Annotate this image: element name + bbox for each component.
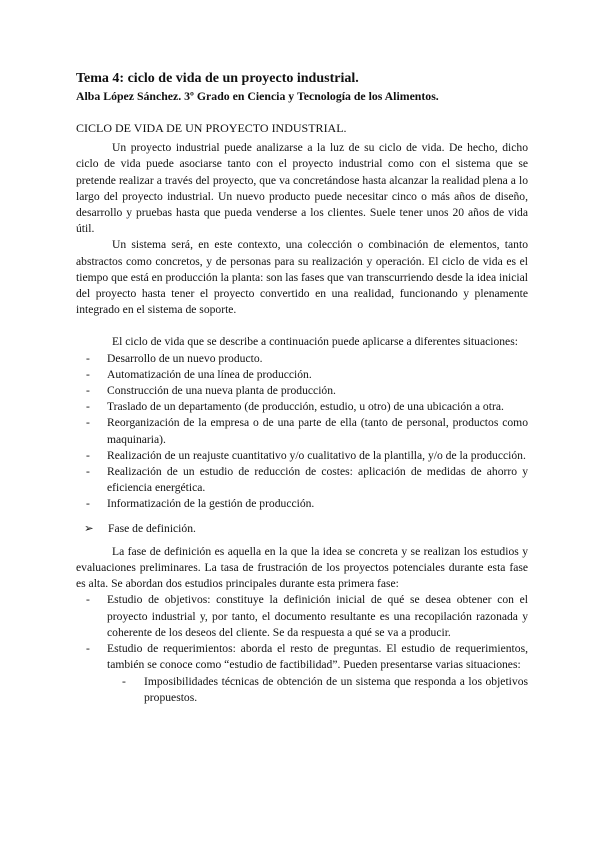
paragraph-intro: Un proyecto industrial puede analizarse a la luz de su ciclo de vida. De hecho, dicho ciclo de vida puede asociarse tanto con el proyecto industrial como con el sistema que se pretende realizar a través del proyecto, que va concretándose hasta alcanzar la realidad plena a lo largo del proyecto industrial. Un nuevo producto puede necesitar cinco o más años de diseño, desarrollo y pruebas hasta que pueda venderse a los clientes. Suele tener unos 20 años de vida útil. bbox=[76, 141, 528, 236]
list-item: - Traslado de un departamento (de producción, estudio, u otro) de una ubicación a otra. bbox=[107, 399, 528, 415]
studies-list bbox=[76, 592, 528, 673]
list-item: - Estudio de requerimientos: aborda el resto de preguntas. El estudio de requerimientos, también se conoce como “estudio de factibilidad”. Pueden presentarse varias situaciones: bbox=[107, 641, 528, 673]
situations-list bbox=[76, 351, 528, 513]
document-author-line: Alba López Sánchez. 3º Grado en Ciencia y Tecnología de los Alimentos. bbox=[76, 89, 439, 103]
phase-title: Fase de definición. bbox=[108, 521, 196, 535]
page-content bbox=[76, 70, 528, 706]
arrow-bullet-icon: ➢ bbox=[84, 521, 94, 535]
list-item: - Automatización de una línea de producción. bbox=[107, 367, 528, 383]
sub-situations-list bbox=[76, 674, 528, 706]
section-heading: CICLO DE VIDA DE UN PROYECTO INDUSTRIAL. bbox=[76, 121, 347, 135]
list-item: - Construcción de una nueva planta de producción. bbox=[107, 383, 528, 399]
paragraph-fase-definicion: La fase de definición es aquella en la que la idea se concreta y se realizan los estudios y evaluaciones preliminares. La tasa de frustración de los proyectos potenciales durante esta fase es alta. Se abordan dos estudios principales durante esta primera fase: bbox=[76, 544, 528, 591]
list-item: - Realización de un reajuste cuantitativo y/o cualitativo de la plantilla, y/o de la producción. bbox=[107, 448, 528, 464]
list-item: - Reorganización de la empresa o de una parte de ella (tanto de personal, productos como maquinaria). bbox=[107, 415, 528, 447]
paragraph-situaciones: El ciclo de vida que se describe a continuación puede aplicarse a diferentes situaciones: bbox=[112, 335, 518, 349]
list-item: - Informatización de la gestión de producción. bbox=[107, 496, 528, 512]
phase-heading bbox=[76, 521, 528, 537]
document-title: Tema 4: ciclo de vida de un proyecto industrial. bbox=[76, 71, 359, 86]
list-item: - Desarrollo de un nuevo producto. bbox=[107, 351, 528, 367]
list-item: - Imposibilidades técnicas de obtención de un sistema que responda a los objetivos propuestos. bbox=[144, 674, 528, 706]
list-item: - Realización de un estudio de reducción de costes: aplicación de medidas de ahorro y eficiencia energética. bbox=[107, 464, 528, 496]
list-item: - Estudio de objetivos: constituye la definición inicial de qué se desea obtener con el proyecto industrial y, por tanto, el documento resultante es una recopilación razonada y coherente de los deseos del cliente. Se da respuesta a qué se va a producir. bbox=[107, 592, 528, 641]
paragraph-sistema: Un sistema será, en este contexto, una colección o combinación de elementos, tanto abstractos como concretos, y de personas para su realización y operación. El ciclo de vida es el tiempo que está en producción la planta: son las fases que van transcurriendo desde la idea inicial del proyecto hasta tener el proyecto convertido en una realidad, funcionando y plenamente integrado en el sistema de soporte. bbox=[76, 238, 528, 317]
paragraph-gap bbox=[76, 318, 528, 334]
